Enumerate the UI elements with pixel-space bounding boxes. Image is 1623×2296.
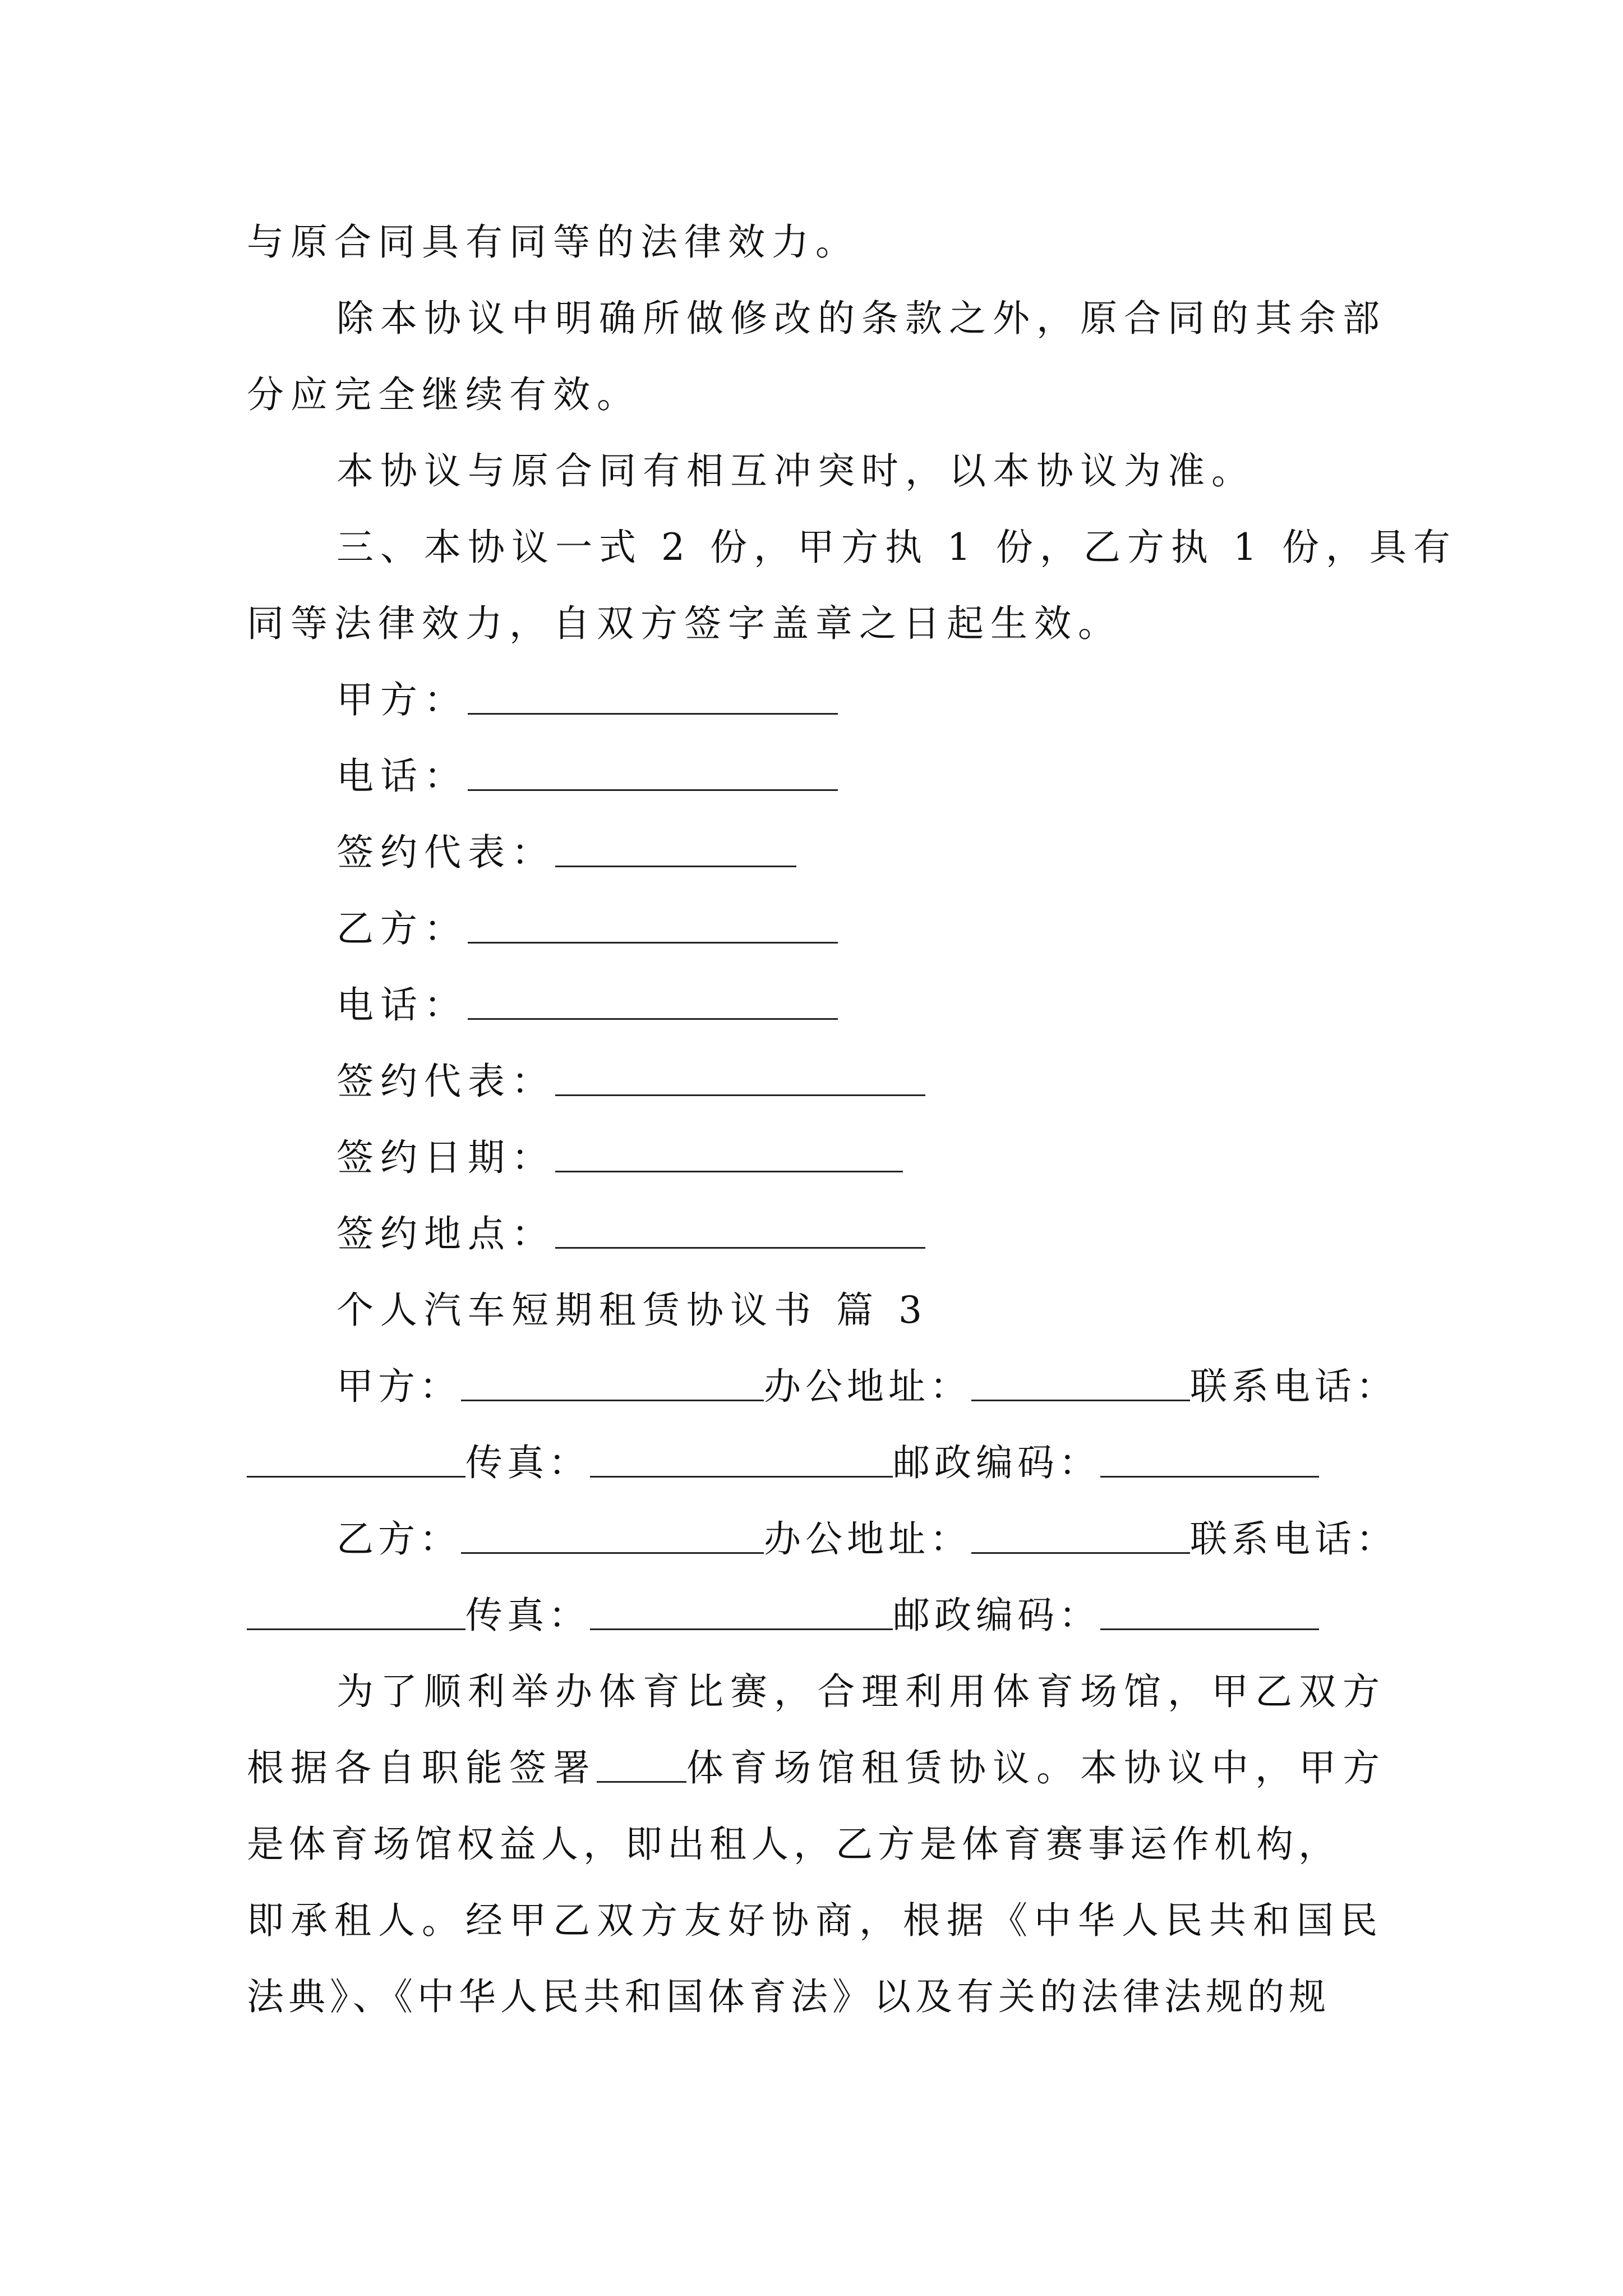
blank-line: [468, 752, 838, 791]
field-label: 乙方：: [336, 907, 468, 950]
section-title: 个人汽车短期租赁协议书 篇 3: [336, 1289, 929, 1332]
text-run: 根据各自职能签署: [247, 1746, 597, 1789]
paragraph-line: 与原合同具有同等的法律效力。: [247, 220, 859, 264]
party-a-info-line-2: [0, 1425, 1319, 1501]
signature-field-party-b: [0, 891, 838, 967]
signature-field-rep-a: [0, 815, 796, 891]
blank-line: [590, 1591, 893, 1630]
field-label: 签约代表：: [336, 831, 555, 874]
blank-line: [247, 1591, 465, 1630]
party-b-info-line: [0, 1501, 1398, 1577]
blank-line: [1100, 1439, 1319, 1478]
field-label: 办公地址：: [764, 1517, 971, 1561]
paragraph-line: 为了顺利举办体育比赛，合理利用体育场馆，甲乙双方: [336, 1670, 1386, 1713]
field-label: 邮政编码：: [893, 1441, 1100, 1484]
paragraph-line: 是体育场馆权益人，即出租人，乙方是体育赛事运作机构，: [247, 1823, 1340, 1866]
paragraph-line: 即承租人。经甲乙双方友好协商，根据《中华人民共和国民: [247, 1899, 1384, 1942]
blank-line: [555, 829, 796, 867]
paragraph-line: 法典》、《中华人民共和国体育法》以及有关的法律法规的规: [247, 1975, 1330, 2018]
blank-line: [555, 1134, 903, 1172]
blank-line: [468, 905, 838, 944]
paragraph-line: 分应完全继续有效。: [247, 373, 640, 416]
blank-line: [461, 1363, 764, 1401]
signature-field-phone-b: [0, 967, 838, 1043]
signature-field-rep-b: [0, 1043, 925, 1120]
party-b-info-line-2: [0, 1577, 1319, 1654]
text-run: 体育场馆租赁协议。本协议中，甲方: [686, 1746, 1386, 1789]
blank-line: [468, 981, 838, 1020]
field-label: 电话：: [336, 754, 468, 798]
blank-line: [971, 1363, 1190, 1401]
signature-field-place: [0, 1196, 925, 1272]
field-label: 电话：: [336, 983, 468, 1027]
blank-line: [1100, 1591, 1319, 1630]
signature-field-phone-a: [0, 738, 838, 815]
field-label: 联系电话：: [1190, 1517, 1398, 1561]
blank-line: [555, 1057, 925, 1096]
signature-field-party-a: [0, 662, 838, 738]
paragraph-line: 本协议与原合同有相互冲突时，以本协议为准。: [336, 449, 1255, 493]
field-label: 甲方：: [336, 678, 468, 721]
blank-line: [590, 1439, 893, 1478]
field-label: 联系电话：: [1190, 1365, 1398, 1408]
field-label: 邮政编码：: [893, 1594, 1100, 1637]
signature-field-date: [0, 1120, 903, 1196]
blank-line: [597, 1744, 686, 1783]
blank-line: [971, 1515, 1190, 1554]
paragraph-line: 三、本协议一式 2 份，甲方执 1 份，乙方执 1 份，具有: [336, 526, 1457, 569]
field-label: 传真：: [465, 1594, 590, 1637]
field-label: 办公地址：: [764, 1365, 971, 1408]
paragraph-line: [0, 1730, 1386, 1806]
blank-line: [461, 1515, 764, 1554]
paragraph-line: 同等法律效力，自双方签字盖章之日起生效。: [247, 602, 1122, 645]
field-label: 乙方：: [336, 1517, 461, 1561]
field-label: 签约代表：: [336, 1060, 555, 1103]
field-label: 甲方：: [336, 1365, 461, 1408]
field-label: 签约地点：: [336, 1212, 555, 1255]
field-label: 传真：: [465, 1441, 590, 1484]
blank-line: [468, 676, 838, 715]
blank-line: [247, 1439, 465, 1478]
blank-line: [555, 1210, 925, 1249]
paragraph-line: 除本协议中明确所做修改的条款之外，原合同的其余部: [336, 297, 1386, 340]
party-a-info-line: [0, 1349, 1398, 1425]
field-label: 签约日期：: [336, 1136, 555, 1179]
